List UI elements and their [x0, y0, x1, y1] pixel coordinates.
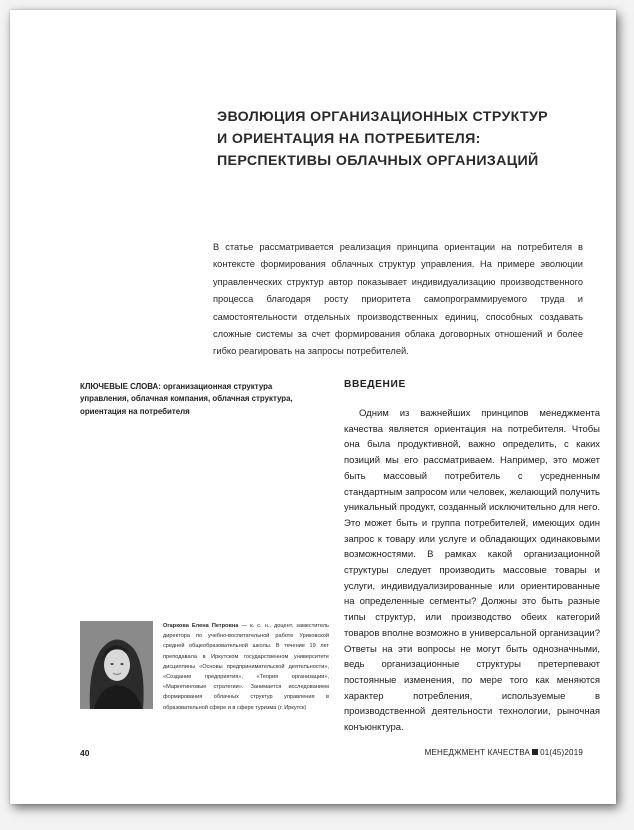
title-line-2: И ОРИЕНТАЦИЯ НА ПОТРЕБИТЕЛЯ:: [217, 131, 481, 147]
journal-name: МЕНЕДЖМЕНТ КАЧЕСТВА: [424, 748, 531, 757]
introduction-text: Одним из важнейших принципов менеджмента качества является ориентация на потребителя. Чтобы она была продуктивной, важно определить, с каких позиций мы его рассматриваем. Например, это может быть массовый потребитель с усредненным стандартным запросом или человек, желающий получить уникальный продукт, созданный исключительно для него. Это может быть и группа потребителей, имеющих один запрос к товару или услуге и обладающих одинаковыми возможностями. В рамках какой организационной структуры следует производить массовые товары и услуги, индивидуализированные или ориентированные на определенные сегменты? Должны это быть разные типы структур, или производство обеих категорий товаров вполне возможно в универсальной организации? Ответы на эти вопросы не могут быть однозначными, ведь организационные структуры претерпевают постоянные изменения, по мере того как меняются характер потребления, используемые в производственной деятельности технологии, рыночная конъюнктура.: [344, 408, 600, 734]
author-name: Огаркова Елена Петровна: [163, 623, 239, 629]
keywords: КЛЮЧЕВЫЕ СЛОВА: организационная структура управления, облачная компания, облачная структура, ориентация на потребителя: [80, 382, 293, 416]
page-number: 40: [80, 748, 90, 758]
journal-issue: 01(45)2019: [540, 748, 583, 757]
section-heading-introduction: ВВЕДЕНИЕ: [344, 379, 406, 390]
article-abstract: В статье рассматривается реализация принципа ориентации на потребителя в контексте формирования облачных структур управления. На примере эволюции управленческих структур автор показывает индивидуализацию производственного процесса благодаря росту приоритета самопрограммируемого труда и самостоятельности отдельных производственных единиц, способных создавать сложные системы за счет формирования облака договорных отношений и более гибко реагировать на запросы потребителей.: [213, 242, 583, 357]
journal-footer: [425, 748, 583, 757]
journal-page: [10, 10, 616, 804]
author-bio: [163, 621, 329, 713]
title-line-3: ПЕРСПЕКТИВЫ ОБЛАЧНЫХ ОРГАНИЗАЦИЙ: [217, 153, 539, 169]
author-description: — к. с. н., доцент, заместитель директора по учебно-воспитательной работе Уриковской средней общеобразовательной школы. В течение 19 лет преподавала в Иркутском государственном университете дисциплины «Основы предпринимательской деятельности», «Создание предприятия», «Теория организации», «Маркетинговые стратегии». Занимается исследованием формирования облачных структур управления в образовательной сфере и в сфере туризма (г. Иркутск): [163, 623, 329, 711]
square-separator-icon: [532, 749, 538, 755]
author-photo: [80, 621, 153, 709]
author-portrait-image: [80, 621, 153, 709]
title-line-1: ЭВОЛЮЦИЯ ОРГАНИЗАЦИОННЫХ СТРУКТУР: [217, 109, 548, 125]
article-title: [217, 106, 597, 172]
